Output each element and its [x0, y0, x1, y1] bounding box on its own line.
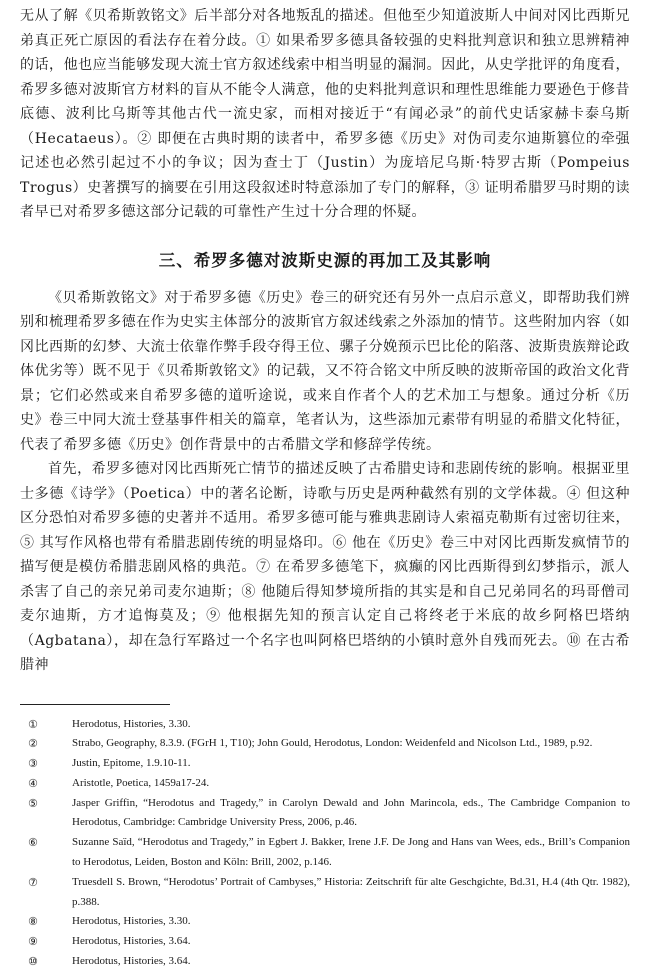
footnote — [20, 952, 630, 972]
document-page — [20, 4, 630, 972]
footnote-number: ① — [28, 717, 38, 731]
footnote-text: Strabo, Geography, 8.3.9. (FGrH 1, T10); John Gould, Herodotus, London: Weidenfeld and Nicolson Ltd., 1989, p.92. — [72, 737, 593, 750]
body-paragraph: 首先，希罗多德对冈比西斯死亡情节的描述反映了古希腊史诗和悲剧传统的影响。根据亚里士多德《诗学》（Poetica）中的著名论断，诗歌与历史是两种截然有别的文学体裁。④ 但这种区分恐怕对希罗多德的史著并不适用。希罗多德可能与雅典悲剧诗人索福克勒斯有过密切往来，⑤ 其写作风格也带有希腊悲剧传统的明显烙印。⑥ 他在《历史》卷三中对冈比西斯发疯情节的描写便是模仿希腊悲剧风格的典范。⑦ 在希罗多德笔下，疯癫的冈比西斯得到幻梦指示，派人杀害了自己的亲兄弟司麦尔迪斯；⑧ 他随后得知梦境所指的其实是和自己兄弟同名的玛哥僧司麦尔迪斯，方才追悔莫及；⑨ 他根据先知的预言认定自己将终老于米底的故乡阿格巴塔纳（Agbatana），却在急行军路过一个名字也叫阿格巴塔纳的小镇时意外自残而死去。⑩ 在古希腊神 — [20, 461, 630, 673]
footnote-text: Aristotle, Poetica, 1459a17-24. — [72, 776, 210, 789]
footnote-number: ⑧ — [28, 915, 38, 929]
footnote-number: ⑥ — [28, 836, 38, 850]
footnote-number: ⑨ — [28, 935, 38, 949]
footnote — [20, 794, 630, 834]
footnote-list — [20, 715, 630, 972]
footnote-text: Suzanne Saïd, “Herodotus and Tragedy,” in Egbert J. Bakker, Irene J.F. De Jong and Hans van Wees, eds., Brill’s Companion to Herodotus, Leiden, Boston and Köln: Brill, 2002, p.146. — [72, 836, 630, 869]
footnote — [20, 833, 630, 873]
footnote — [20, 734, 630, 754]
footnote — [20, 754, 630, 774]
footnote-number: ⑤ — [28, 796, 38, 810]
footnote-number: ④ — [28, 776, 38, 790]
footnote — [20, 873, 630, 913]
footnote-text: Herodotus, Histories, 3.64. — [72, 935, 191, 948]
footnote — [20, 715, 630, 735]
footnote — [20, 774, 630, 794]
section-heading: 三、希罗多德对波斯史源的再加工及其影响 — [158, 250, 492, 270]
footnote-number: ⑦ — [28, 875, 38, 889]
footnote — [20, 932, 630, 952]
footnote-text: Jasper Griffin, “Herodotus and Tragedy,” in Carolyn Dewald and John Marincola, eds., The Cambridge Companion to Herodotus, Cambridge: Cambridge University Press, 2006, p.46. — [72, 796, 630, 829]
footnote-number: ③ — [28, 757, 38, 771]
footnote-text: Truesdell S. Brown, “Herodotus’ Portrait of Cambyses,” Historia: Zeitschrift für alte Geschgichte, Bd.31, H.4 (4th Qtr. 1982), p.388. — [72, 875, 630, 908]
footnote-text: Herodotus, Histories, 3.30. — [72, 717, 191, 730]
footnote-text: Justin, Epitome, 1.9.10-11. — [72, 757, 191, 770]
body-paragraph: 《贝希斯敦铭文》对于希罗多德《历史》卷三的研究还有另外一点启示意义，即帮助我们辨别和梳理希罗多德在作为史实主体部分的波斯官方叙述线索之外添加的情节。这些附加内容（如冈比西斯的幻梦、大流士依靠作弊手段夺得王位、骡子分娩预示巴比伦的陷落、波斯贵族辩论政体优劣等）既不见于《贝希斯敦铭文》的记载，又不符合铭文中所反映的波斯帝国的政治文化背景；它们必然或来自希罗多德的道听途说，或来自作者个人的艺术加工与想象。通过分析《历史》卷三中同大流士登基事件相关的篇章，笔者认为，这些添加元素带有明显的希腊文化特征，代表了希罗多德《历史》创作背景中的古希腊文学和修辞学传统。 — [20, 289, 630, 453]
footnote-text: Herodotus, Histories, 3.64. — [72, 955, 191, 968]
footnote-divider — [20, 704, 170, 705]
footnote — [20, 912, 630, 932]
footnote-text: Herodotus, Histories, 3.30. — [72, 915, 191, 928]
body-paragraph: 无从了解《贝希斯敦铭文》后半部分对各地叛乱的描述。但他至少知道波斯人中间对冈比西斯兄弟真正死亡原因的看法存在着分歧。① 如果希罗多德具备较强的史料批判意识和独立思辨精神的话，他也应当能够发现大流士官方叙述线索中相当明显的漏洞。因此，从史学批评的角度看，希罗多德对波斯官方材料的盲从不能令人满意，他的史料批判意识和理性思维能力要逊色于修昔底德、波利比乌斯等其他古代一流史家，而相对接近于“有闻必录”的前代史话家赫卡泰乌斯（Hecataeus）。② 即便在古典时期的读者中，希罗多德《历史》对伪司麦尔迪斯篡位的牵强记述也必然引起过不小的争议；因为查士丁（Justin）为庞培尼乌斯·特罗古斯（Pompeius Trogus）史著撰写的摘要在引用这段叙述时特意添加了专门的解释，③ 证明希腊罗马时期的读者早已对希罗多德这部分记载的可靠性产生过十分合理的怀疑。 — [20, 8, 630, 220]
footnote-number: ⑩ — [28, 955, 38, 969]
footnote-number: ② — [28, 737, 38, 751]
